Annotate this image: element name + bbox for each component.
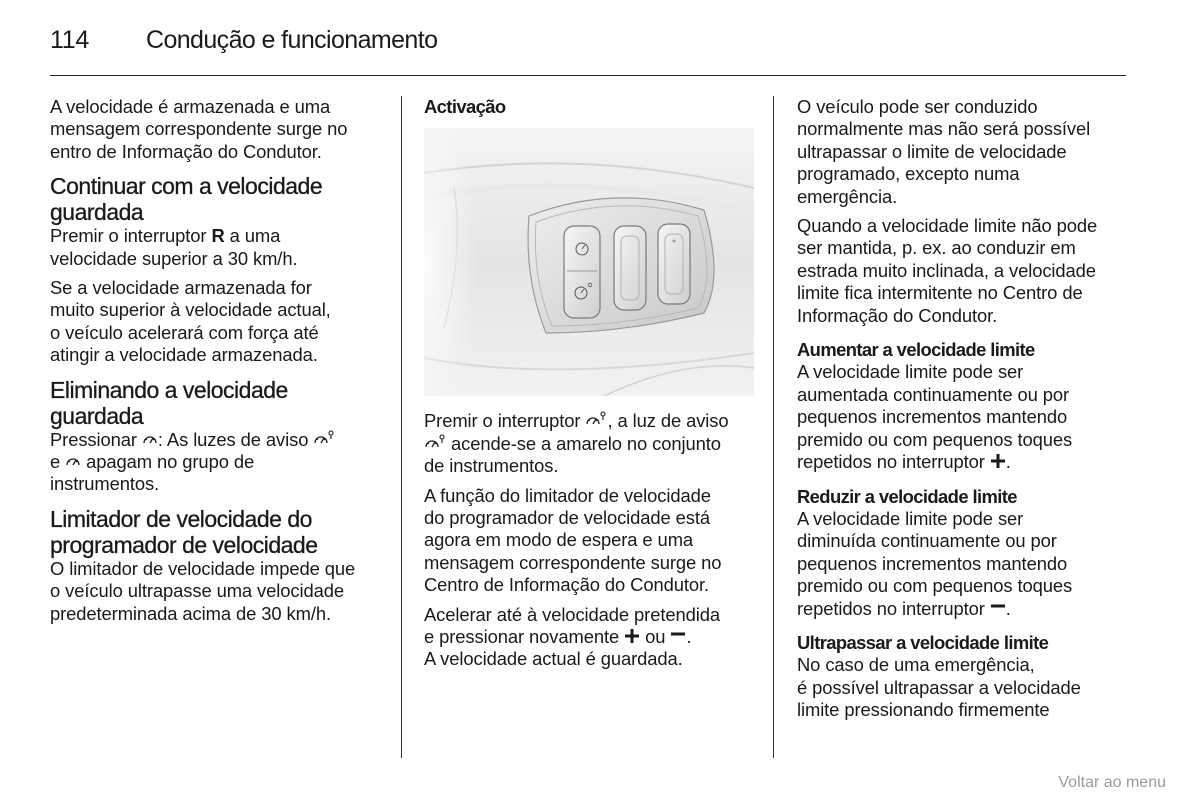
limit-flashing-paragraph: Quando a velocidade limite não pode ser mantida, p. ex. ao conduzir em estrada muito inclinada, a velocidade limite fica intermitente no Centro de Informação do Condutor. <box>797 215 1098 326</box>
delete-paragraph: Pressionar : As luzes de aviso e apagam no grupo de instrumentos. <box>50 429 385 496</box>
page-number: 114 <box>50 26 89 54</box>
column-1 <box>50 96 385 632</box>
column-divider-left <box>401 96 402 758</box>
continue-paragraph: Premir o interruptor R a uma velocidade superior a 30 km/h. <box>50 225 298 269</box>
normal-driving-paragraph: O veículo pode ser conduzido normalmente mas não será possível ultrapassar o limite de velocidade programado, excepto numa emergência. <box>797 96 1091 207</box>
speed-limiter-icon <box>585 411 607 427</box>
heading-activation: Activação <box>424 96 506 117</box>
column-3 <box>797 96 1127 729</box>
minus-icon <box>990 601 1006 615</box>
speedometer-icon <box>142 432 158 446</box>
accelerate-paragraph: Acelerar até à velocidade pretendida e pressionar novamente ou . A velocidade actual é guardada. <box>424 603 720 670</box>
heading-speed-limiter: Limitador de velocidade do programador de velocidade <box>50 505 318 558</box>
column-divider-right <box>773 96 774 758</box>
page-title: Condução e funcionamento <box>146 26 438 54</box>
r-key-label: R <box>211 225 225 247</box>
override-paragraph: No caso de uma emergência, é possível ultrapassar a velocidade limite pressionando firmemente <box>797 654 1081 721</box>
speed-limiter-icon <box>313 430 335 446</box>
page-header <box>50 26 1126 74</box>
heading-override-limit: Ultrapassar a velocidade limite <box>797 631 1049 653</box>
switch-panel-illustration <box>424 128 754 396</box>
heading-delete-speed: Eliminando a velocidade guardada <box>50 376 288 429</box>
heading-continue-speed: Continuar com a velocidade guardada <box>50 173 323 226</box>
speed-limiter-icon <box>424 434 446 450</box>
intro-paragraph: A velocidade é armazenada e uma mensagem correspondente surge no entro de Informação do Condutor. <box>50 96 348 162</box>
decrease-paragraph: A velocidade limite pode ser diminuída continuamente ou por pequenos incrementos mantendo premido ou com pequenos toques repetidos no interruptor . <box>797 507 1073 619</box>
limiter-paragraph: O limitador de velocidade impede que o veículo ultrapasse uma velocidade predeterminada acima de 30 km/h. <box>50 557 356 624</box>
back-to-menu-link[interactable]: Voltar ao menu <box>1058 774 1166 791</box>
column-2 <box>424 96 759 678</box>
activation-paragraph: Premir o interruptor , a luz de aviso acende-se a amarelo no conjunto de instrumentos. <box>424 410 729 477</box>
increase-paragraph: A velocidade limite pode ser aumentada continuamente ou por pequenos incrementos mantendo premido ou com pequenos toques repetidos no interruptor . <box>797 361 1073 473</box>
header-rule <box>50 75 1126 76</box>
overspeed-paragraph: Se a velocidade armazenada for muito superior à velocidade actual, o veículo acelerará com força até atingir a velocidade armazenada. <box>50 277 331 366</box>
heading-decrease-limit: Reduzir a velocidade limite <box>797 485 1017 507</box>
plus-icon <box>990 454 1006 468</box>
plus-icon <box>624 629 640 643</box>
speedometer-icon <box>65 454 81 468</box>
heading-increase-limit: Aumentar a velocidade limite <box>797 339 1035 361</box>
minus-icon <box>670 629 686 643</box>
standby-paragraph: A função do limitador de velocidade do programador de velocidade está agora em modo de espera e uma mensagem correspondente surge no Centro de Informação do Condutor. <box>424 484 722 596</box>
